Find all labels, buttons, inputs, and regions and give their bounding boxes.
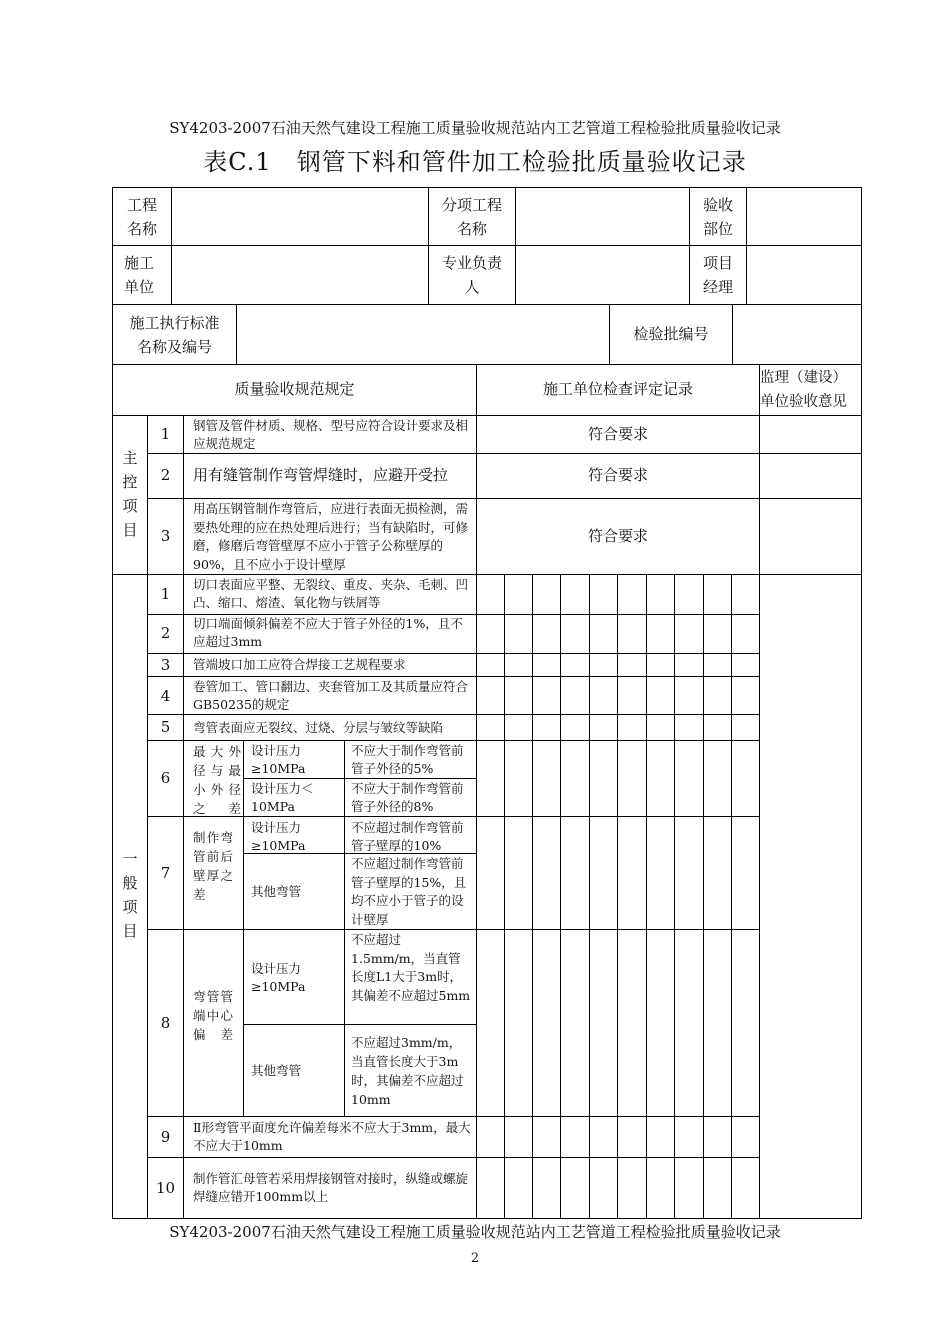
item-number: 4 [160,687,171,705]
item-requirement: 制作管汇母管若采用焊接钢管对接时，纵缝或螺旋焊缝应错开100mm以上 [193,1171,469,1204]
requirement: 不应超过3mm/m，当直管长度大于3m时，其偏差不应超过10mm [351,1035,464,1107]
project-manager-label: 项目 经理 [702,254,733,296]
check-result: 符合要求 [587,466,648,484]
item-number: 1 [160,425,171,443]
condition: 设计压力＜10MPa [251,781,314,814]
acceptance-part-field[interactable] [747,188,861,245]
acceptance-part-label: 验收 部位 [702,196,733,238]
page-number: 2 [470,1251,480,1266]
item-requirement: 弯管表面应无裂纹、过烧、分层与皱纹等缺陷 [193,720,444,735]
item-number: 10 [155,1179,176,1197]
requirement: 不应超过制作弯管前管子壁厚的10% [351,820,464,853]
requirement: 不应大于制作弯管前管子外径的5% [351,743,464,776]
sub-project-label: 分项工程 名称 [441,196,502,238]
sub-item-label: 制作弯管前后壁厚之差 [193,830,233,902]
item-number: 7 [160,864,171,882]
item-number: 6 [160,769,171,787]
professional-lead-field[interactable] [516,246,689,304]
construction-unit-field[interactable] [172,246,428,304]
item-number: 5 [160,718,171,736]
condition: 设计压力≥10MPa [251,820,306,853]
sub-project-field[interactable] [516,188,689,245]
construction-unit-label: 施工 单位 [124,254,155,296]
standard-label: 施工执行标准 名称及编号 [129,314,220,356]
form-title: 表C.1 钢管下料和管件加工检验批质量验收记录 [203,148,747,176]
condition: 设计压力≥10MPa [251,743,306,776]
item-requirement: 切口表面应平整、无裂纹、重皮、夹杂、毛刺、凹凸、缩口、熔渣、氧化物与铁屑等 [193,577,469,610]
item-requirement: 用有缝管制作弯管焊缝时，应避开受拉 [193,466,449,484]
general-items-label: 一 般 项 目 [122,850,138,940]
standard-field[interactable] [237,305,609,364]
item-requirement: 钢管及管件材质、规格、型号应符合设计要求及相应规范规定 [193,418,469,451]
spec-column-header: 质量验收规范规定 [234,380,355,398]
document-footer-line: SY4203-2007石油天然气建设工程施工质量验收规范站内工艺管道工程检验批质量验收记录 [169,1223,781,1241]
condition: 设计压力≥10MPa [251,961,306,994]
professional-lead-label: 专业负责 人 [441,254,502,296]
project-name-field[interactable] [172,188,428,245]
item-number: 1 [160,585,171,603]
supervision-column-header: 监理（建设） 单位验收意见 [760,370,847,410]
project-name-label: 工程 名称 [126,196,157,238]
item-number: 2 [160,466,171,484]
item-number: 2 [160,624,171,642]
item-requirement: 用高压钢管制作弯管后，应进行表面无损检测，需要热处理的应在热处理后进行；当有缺陷时，可修磨，修磨后弯管壁厚不应小于管子公称壁厚的90%，且不应小于设计壁厚 [193,501,469,572]
item-requirement: 管端坡口加工应符合焊接工艺规程要求 [193,657,406,672]
project-manager-field[interactable] [747,246,861,304]
item-number: 8 [160,1014,171,1032]
check-result: 符合要求 [587,527,648,545]
item-number: 9 [160,1128,171,1146]
item-requirement: 切口端面倾斜偏差不应大于管子外径的1%，且不应超过3mm [193,616,463,649]
requirement: 不应大于制作弯管前管子外径的8% [351,781,464,814]
item-requirement: Ⅱ形弯管平面度允许偏差每米不应大于3mm，最大不应大于10mm [193,1120,471,1153]
batch-no-field[interactable] [733,305,861,364]
sub-item-label: 弯管管端中心偏差 [193,989,233,1042]
item-number: 3 [160,656,171,674]
document-header-line: SY4203-2007石油天然气建设工程施工质量验收规范站内工艺管道工程检验批质量验收记录 [169,119,781,137]
check-result: 符合要求 [587,425,648,443]
requirement: 不应超过制作弯管前管子壁厚的15%，且均不应小于管子的设计壁厚 [351,856,467,927]
requirement: 不应超过1.5mm/m，当直管长度L1大于3m时，其偏差不应超过5mm [351,932,471,1003]
condition: 其他弯管 [251,1063,302,1078]
record-column-header: 施工单位检查评定记录 [542,380,693,398]
batch-no-label: 检验批编号 [633,325,709,343]
sub-item-label: 最大外径与最小外径之差 [193,744,241,816]
condition: 其他弯管 [251,884,302,899]
main-control-label: 主 控 项 目 [122,449,138,539]
item-number: 3 [160,527,171,545]
item-requirement: 卷管加工、管口翻边、夹套管加工及其质量应符合GB50235的规定 [193,679,469,712]
